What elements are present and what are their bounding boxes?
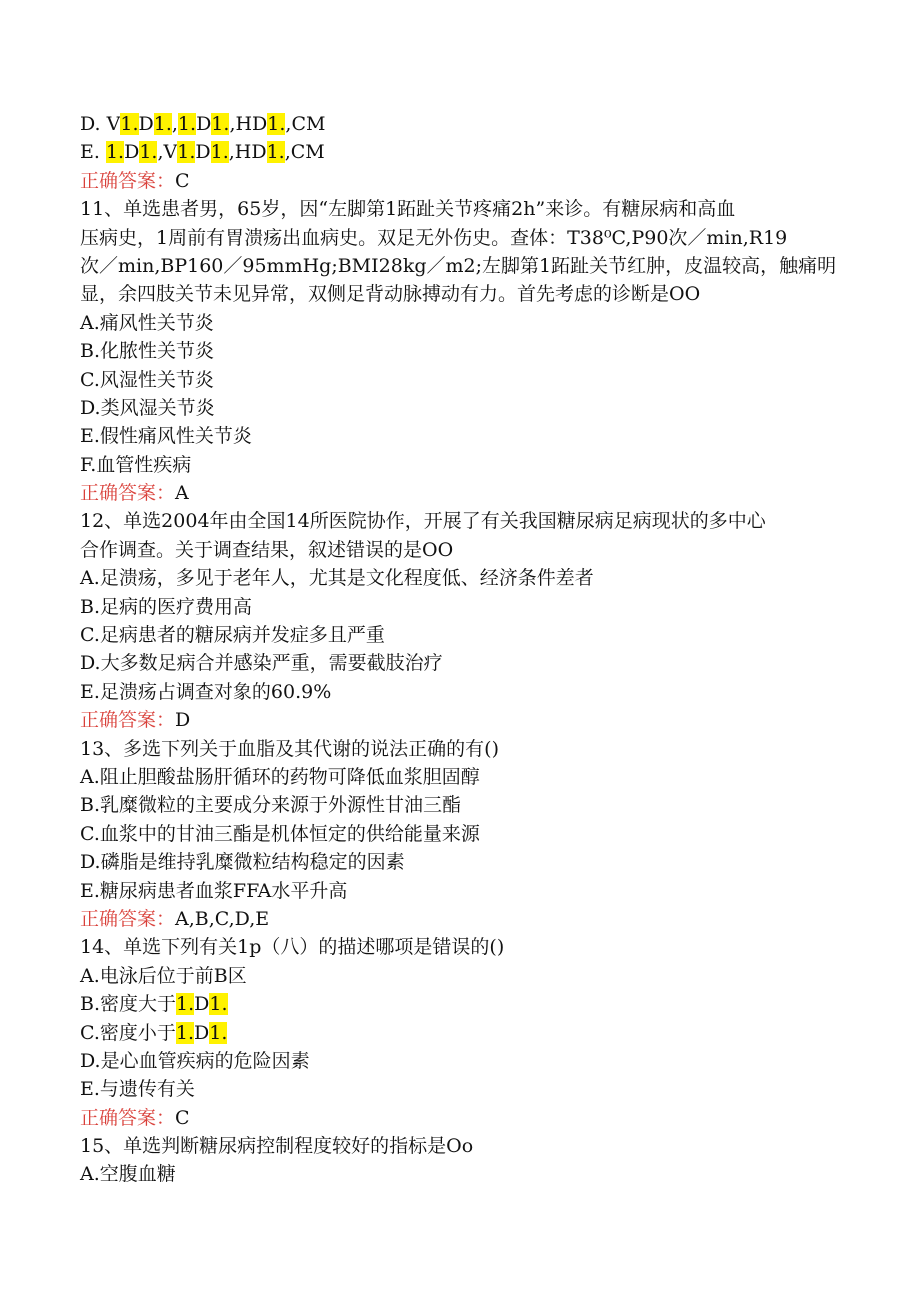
answer-label: 正确答案： <box>80 169 176 192</box>
question-text-line: 13、多选下列关于血脂及其代谢的说法正确的有() <box>80 737 500 760</box>
text-segment: ,HD <box>228 141 267 164</box>
option-line: E.足溃疡占调查对象的60.9% <box>80 680 332 703</box>
highlighted-text: 1. <box>177 141 196 164</box>
option-line: E.与遗传有关 <box>80 1078 195 1101</box>
option-line: A.空腹血糖 <box>80 1163 176 1186</box>
text-segment: D <box>138 113 154 135</box>
answer-value: C <box>175 169 190 192</box>
option-line: A.阻止胆酸盐肠肝循环的药物可降低血浆胆固醇 <box>80 765 480 788</box>
question-text-line: 15、单选判断糖尿病控制程度较好的指标是Oo <box>80 1135 474 1158</box>
highlighted-text: 1. <box>267 113 286 135</box>
option-line <box>80 138 840 166</box>
option-line: A.电泳后位于前B区 <box>80 964 247 987</box>
option-line: C.血浆中的甘油三酯是机体恒定的供给能量来源 <box>80 822 480 845</box>
option-line <box>80 110 840 138</box>
highlighted-text: 1. <box>266 141 285 164</box>
text-segment: D <box>194 1021 210 1044</box>
question-text-line: 次／min,BP160／95mmHg;BMI28kg／m2;左脚第1跖趾关节红肿，皮温较高，触痛明 <box>80 254 837 277</box>
text-segment: , <box>171 113 178 135</box>
option-line: D.大多数足病合并感染严重，需要截肢治疗 <box>80 652 443 675</box>
highlighted-text: 1. <box>209 1021 228 1044</box>
question-text-line: 压病史，1周前有胃溃疡出血病史。双足无外伤史。查体：T38⁰C,P90次／min,R19 <box>80 226 788 249</box>
text-segment: D <box>194 993 210 1016</box>
answer-line <box>80 479 840 507</box>
question-list <box>80 110 840 1189</box>
text-segment: D <box>124 141 140 164</box>
answer-line <box>80 706 840 734</box>
option-line: B.化脓性关节炎 <box>80 340 215 363</box>
answer-label: 正确答案： <box>80 1106 176 1129</box>
option-line: E.糖尿病患者血浆FFA水平升高 <box>80 879 348 902</box>
question-text-line: 11、单选患者男，65岁，因“左脚第1跖趾关节疼痛2h”来诊。有糖尿病和高血 <box>80 198 736 221</box>
option-line: A.足溃疡，多见于老年人，尤其是文化程度低、经济条件差者 <box>80 567 594 590</box>
highlighted-text: 1. <box>209 993 228 1016</box>
text-segment: D <box>196 113 212 135</box>
text-segment: ,CM <box>284 141 325 164</box>
option-line: D.类风湿关节炎 <box>80 396 215 419</box>
highlighted-text: 1. <box>210 141 229 164</box>
highlighted-text: 1. <box>211 113 230 135</box>
answer-value: A,B,C,D,E <box>175 907 270 930</box>
highlighted-text: 1. <box>175 1021 195 1044</box>
text-segment: D. V <box>80 113 121 135</box>
answer-label: 正确答案： <box>80 709 176 732</box>
question-text-line: 显，余四肢关节未见异常，双侧足背动脉搏动有力。首先考虑的诊断是OO <box>80 283 701 306</box>
text-segment: ,HD <box>229 113 268 135</box>
question-text-line: 12、单选2004年由全国14所医院协作，开展了有关我国糖尿病足病现状的多中心 <box>80 510 766 533</box>
option-line: E.假性痛风性关节炎 <box>80 425 252 448</box>
answer-line <box>80 167 840 195</box>
answer-value: D <box>175 709 191 732</box>
option-line: B.乳糜微粒的主要成分来源于外源性甘油三酯 <box>80 794 462 817</box>
question-text-line: 合作调查。关于调查结果，叙述错误的是OO <box>80 538 454 561</box>
highlighted-text: 1. <box>153 113 172 135</box>
highlighted-text: 1. <box>105 141 125 164</box>
highlighted-text: 1. <box>177 113 197 135</box>
option-line: C.风湿性关节炎 <box>80 368 214 391</box>
option-line: B.足病的医疗费用高 <box>80 595 253 618</box>
question-text-line: 14、单选下列有关1p（八）的描述哪项是错误的() <box>80 936 505 959</box>
highlighted-text: 1. <box>139 141 158 164</box>
option-line <box>80 1019 840 1047</box>
option-line: D.是心血管疾病的危险因素 <box>80 1049 310 1072</box>
answer-value: A <box>175 482 189 505</box>
option-line <box>80 990 840 1018</box>
answer-label: 正确答案： <box>80 482 176 505</box>
option-line: D.磷脂是维持乳糜微粒结构稳定的因素 <box>80 851 405 874</box>
text-segment: D <box>195 141 211 164</box>
option-line: C.足病患者的糖尿病并发症多且严重 <box>80 624 385 647</box>
text-segment: ,CM <box>285 113 326 135</box>
text-segment: ,V <box>157 141 178 164</box>
highlighted-text: 1. <box>176 993 195 1016</box>
highlighted-text: 1. <box>120 113 139 135</box>
answer-label: 正确答案： <box>80 907 176 930</box>
text-segment: C.密度小于 <box>80 1021 176 1044</box>
answer-line <box>80 905 840 933</box>
option-line: F.血管性疾病 <box>80 453 192 476</box>
text-segment: B.密度大于 <box>80 993 177 1016</box>
text-segment: E. <box>80 141 106 164</box>
answer-line <box>80 1104 840 1132</box>
option-line: A.痛风性关节炎 <box>80 311 214 334</box>
answer-value: C <box>175 1106 190 1129</box>
